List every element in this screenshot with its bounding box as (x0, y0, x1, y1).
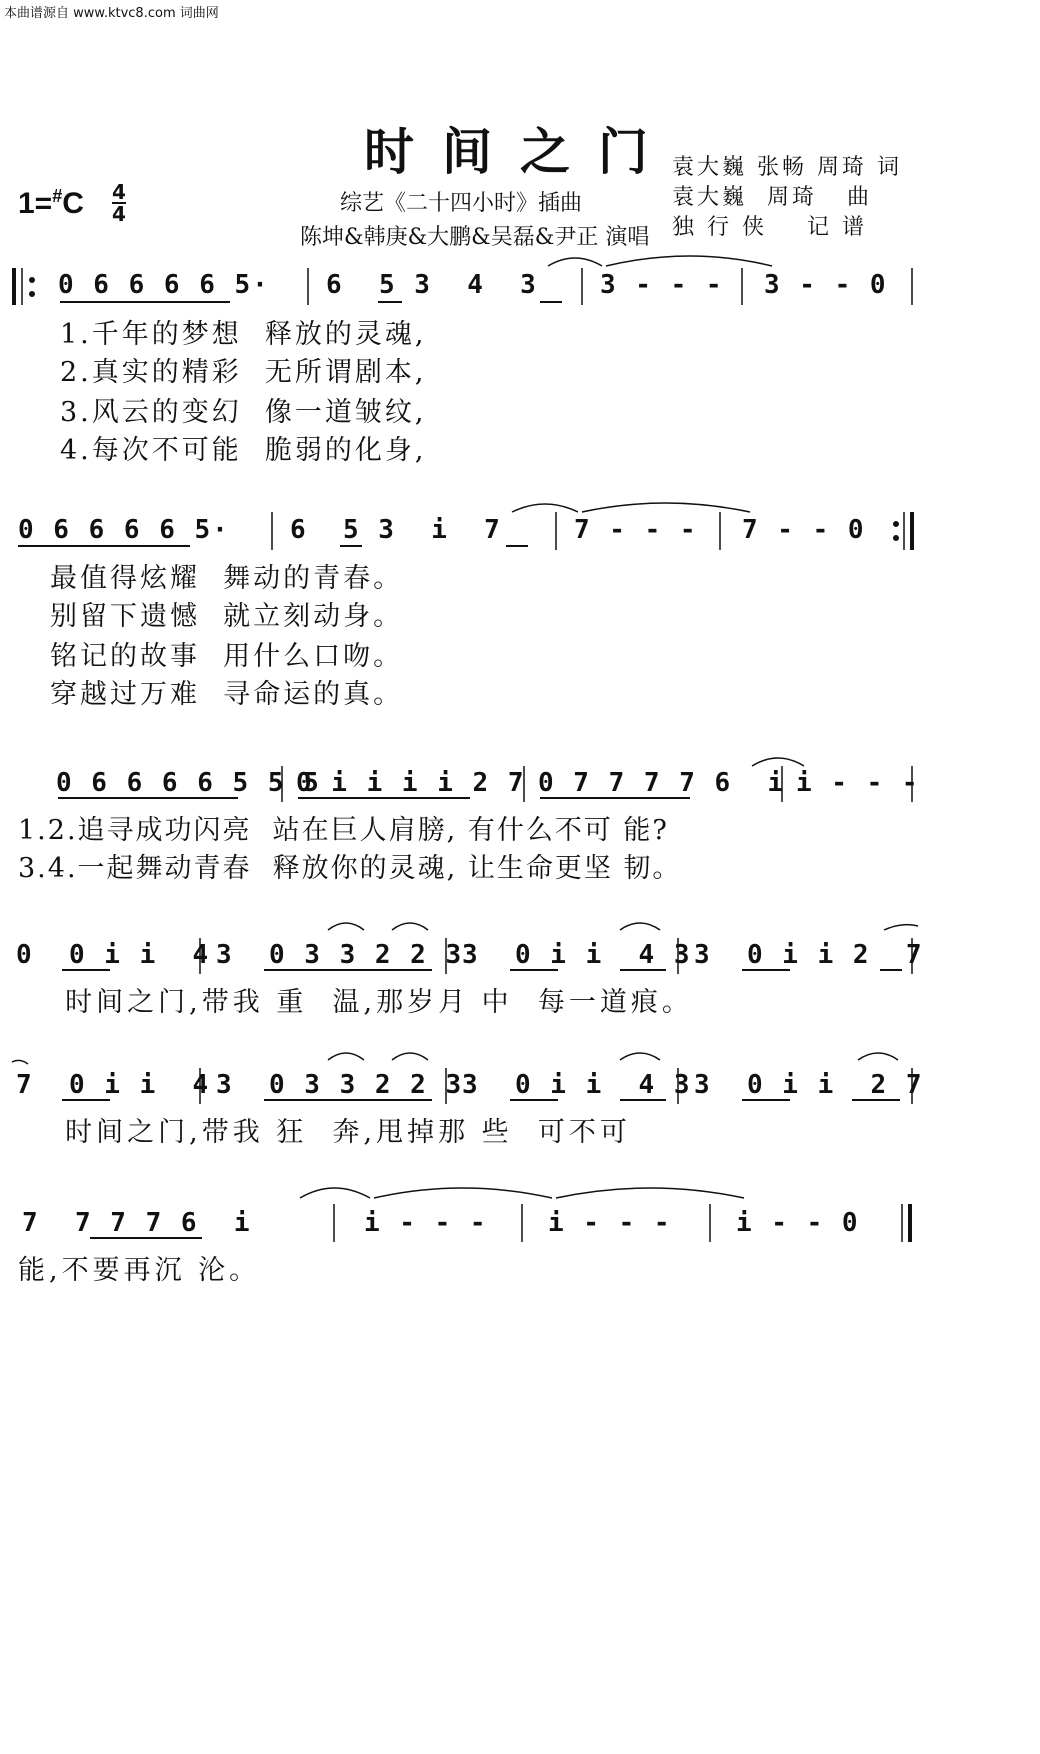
measure: 0 6 6 6 6 5· (58, 270, 270, 300)
tie (512, 504, 578, 512)
repeat-dot (30, 278, 35, 283)
measure: i - - 0 (736, 1208, 860, 1238)
measure: 3 0 i i 4 3 (462, 940, 692, 970)
credit-transcriber: 独 行 侠 记 谱 (672, 215, 867, 240)
tie (548, 258, 602, 266)
measure: 6 5 3 4 3 (326, 270, 538, 300)
tie (392, 923, 428, 930)
tie (582, 503, 750, 512)
measure: 0 0 i i 4 (16, 940, 211, 970)
measure: i - - - (364, 1208, 488, 1238)
time-top: 4 (112, 180, 126, 204)
lyric-line: 别留下遗憾 就立刻动身。 (50, 601, 404, 632)
lyric-line: 能,不要再沉 沦。 (18, 1255, 261, 1286)
tie (620, 1053, 660, 1060)
credit-music: 袁大巍 周琦 曲 (672, 185, 872, 210)
tie (12, 1060, 28, 1064)
repeat-dot (30, 292, 35, 297)
measure: 3 - - 0 (764, 270, 888, 300)
measure: i - - - (548, 1208, 672, 1238)
measure: i - - - (796, 768, 920, 798)
measure: 3 0 3 3 2 2 3 (216, 1070, 464, 1100)
performers: 陈坤&韩庚&大鹏&吴磊&尹正 演唱 (300, 225, 650, 250)
tie (858, 1053, 898, 1060)
measure: 0 6 6 6 6 5· (18, 515, 230, 545)
watermark: 本曲谱源自 www.ktvc8.com 词曲网 (4, 6, 219, 21)
tie (620, 923, 660, 930)
tie (606, 256, 772, 266)
subtitle: 综艺《二十四小时》插曲 (340, 191, 583, 216)
lyric-line: 时间之门,带我 重 温,那岁月 中 每一道痕。 (40, 987, 693, 1018)
tie (328, 1053, 364, 1060)
repeat-dot (894, 522, 899, 527)
credit-lyrics: 袁大巍 张畅 周琦 词 (672, 155, 902, 180)
tie (884, 925, 918, 930)
measure: 7 0 i i 4 (16, 1070, 211, 1100)
repeat-dot (894, 536, 899, 541)
tie (752, 758, 804, 766)
sharp-sign: # (52, 186, 63, 206)
measure: 6 5 3 i 7 (290, 515, 502, 545)
key-note: C (62, 187, 84, 220)
lyric-line: 1.千年的梦想 释放的灵魂, (60, 319, 427, 350)
tie (328, 923, 364, 930)
time-bottom: 4 (112, 202, 126, 226)
measure: 3 0 i i 2 7 (694, 1070, 924, 1100)
song-title: 时间之门 (364, 122, 676, 181)
lyric-line: 1.2.追寻成功闪亮 站在巨人肩膀, 有什么不可 能? (18, 815, 669, 846)
measure: 0 7 7 7 7 6 i (538, 768, 786, 798)
lyric-line: 4.每次不可能 脆弱的化身, (60, 435, 427, 466)
measure: 7 - - - (574, 515, 698, 545)
lyric-line: 3.4.一起舞动青春 释放你的灵魂, 让生命更坚 韧。 (18, 853, 682, 884)
measure: 0 i i i i 2 7 (296, 768, 526, 798)
lyric-line: 铭记的故事 用什么口吻。 (50, 641, 404, 672)
measure: 3 0 3 3 2 2 3 (216, 940, 464, 970)
tie (392, 1053, 428, 1060)
measure: 3 - - - (600, 270, 724, 300)
lyric-line: 时间之门,带我 狂 奔,甩掉那 些 可不可 (40, 1117, 631, 1148)
measure: 3 0 i i 4 3 (462, 1070, 692, 1100)
measure: 7 - - 0 (742, 515, 866, 545)
lyric-line: 最值得炫耀 舞动的青春。 (50, 563, 404, 594)
measure: 7 7 7 7 6 i (22, 1208, 252, 1238)
tie (300, 1188, 370, 1198)
measure: 3 0 i i 2 7 (694, 940, 924, 970)
lyric-line: 穿越过万难 寻命运的真。 (50, 679, 404, 710)
tie (556, 1188, 744, 1198)
tie (374, 1188, 552, 1198)
measure: 0 6 6 6 6 5 5 5 (56, 768, 321, 798)
key-prefix: 1= (18, 187, 53, 220)
lyric-line: 3.风云的变幻 像一道皱纹, (60, 397, 427, 428)
lyric-line: 2.真实的精彩 无所谓剧本, (60, 357, 427, 388)
